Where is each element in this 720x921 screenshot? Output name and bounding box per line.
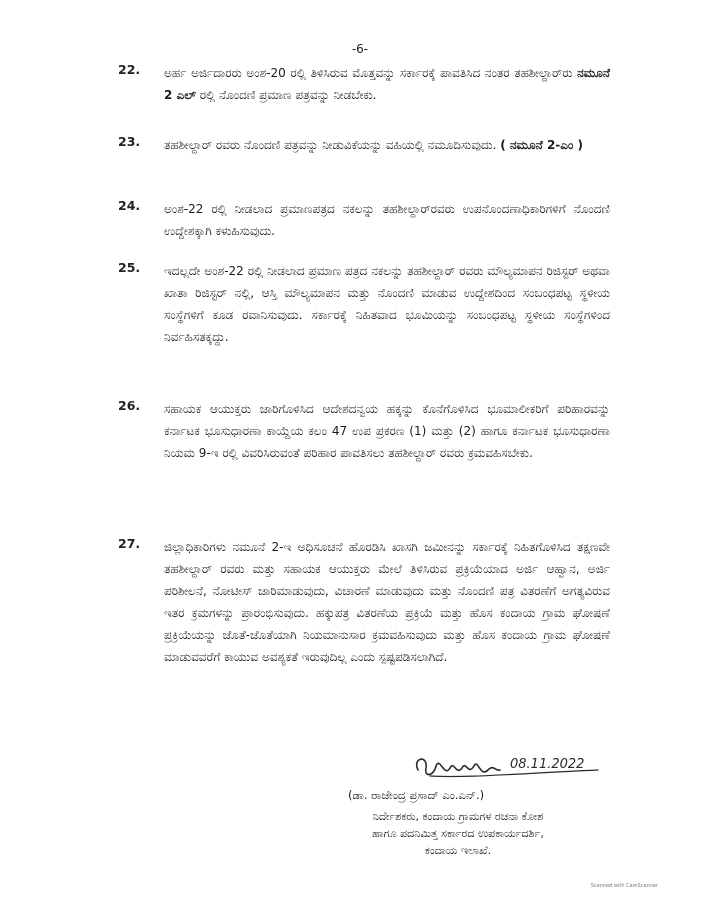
clause-22 xyxy=(118,62,608,132)
clause-number: 25. xyxy=(118,260,141,275)
clause-24 xyxy=(118,198,608,246)
signature-date: 08.11.2022 xyxy=(510,757,585,772)
clause-27 xyxy=(118,536,608,746)
clause-number: 23. xyxy=(118,134,141,149)
clause-text: ಅರ್ಹ ಅರ್ಜಿದಾರರು ಅಂಶ-20 ರಲ್ಲಿ ತಿಳಿಸಿರುವ ಮೊತ್ತವನ್ನು ಸರ್ಕಾರಕ್ಕೆ ಪಾವತಿಸಿದ ನಂತರ ತಹಶೀಲ್ದಾರ್‌ರು ನಮೂನೆ 2 ಎಲ್ ರಲ್ಲಿ ನೊಂದಣಿ ಪ್ರಮಾಣ ಪತ್ರವನ್ನು ನೀಡಬೇಕು. xyxy=(164,66,610,102)
clause-text: ಇದಲ್ಲದೇ ಅಂಶ-22 ರಲ್ಲಿ ನೀಡಲಾದ ಪ್ರಮಾಣ ಪತ್ರದ ನಕಲನ್ನು ತಹಶೀಲ್ದಾರ್ ರವರು ಮೌಲ್ಯಮಾಪನ ರಿಜಿಸ್ಟರ್ ಅಥವಾ ಖಾತಾ ರಿಜಿಸ್ಟರ್ ನಲ್ಲಿ, ಆಸ್ತಿ ಮೌಲ್ಯಮಾಪನ ಮತ್ತು ನೊಂದಣಿ ಮಾಡುವ ಉದ್ದೇಶದಿಂದ ಸಂಬಂಧಪಟ್ಟ ಸ್ಥಳೀಯ ಸಂಸ್ಥೆಗಳಿಗೆ ಕೂಡ ರವಾನಿಸುವುದು. ಸರ್ಕಾರಕ್ಕೆ ನಿಹಿತವಾದ ಭೂಮಿಯನ್ನು ಸಂಬಂಧಪಟ್ಟ ಸ್ಥಳೀಯ ಸಂಸ್ಥೆಗಳಿಂದ ನಿರ್ವಹಿಸತಕ್ಕದ್ದು. xyxy=(164,264,610,344)
clause-number: 24. xyxy=(118,198,141,213)
signature-block xyxy=(300,748,620,858)
signatory-designation-1: ನಿರ್ದೇಶಕರು, ಕಂದಾಯ ಗ್ರಾಮಗಳ ರಚನಾ ಕೋಶ xyxy=(372,810,544,823)
form-reference: ನಮೂನೆ 2 ಎಲ್ xyxy=(164,66,610,102)
clause-number: 22. xyxy=(118,62,141,77)
handwritten-signature xyxy=(410,748,610,788)
clause-text: ತಹಶೀಲ್ದಾರ್ ರವರು ನೊಂದಣಿ ಪತ್ರವನ್ನು ನೀಡುವಿಕೆಯನ್ನು ವಹಿಯಲ್ಲಿ ನಮೂದಿಸುವುದು. ( ನಮೂನೆ 2-ಎಂ ) xyxy=(164,138,583,152)
clause-26 xyxy=(118,398,608,518)
clause-text: ಜಿಲ್ಲಾಧಿಕಾರಿಗಳು ನಮೂನೆ 2-ಇ ಅಧಿಸೂಚನೆ ಹೊರಡಿಸಿ ಖಾಸಗಿ ಜಮೀನನ್ನು ಸರ್ಕಾರಕ್ಕೆ ನಿಹಿತಗೊಳಿಸಿದ ತಕ್ಷಣವೇ ತಹಶೀಲ್ದಾರ್ ರವರು ಮತ್ತು ಸಹಾಯಕ ಆಯುಕ್ತರು ಮೇಲೆ ತಿಳಿಸಿರುವ ಪ್ರಕ್ರಿಯೆಯಾದ ಅರ್ಜಿ ಆಹ್ವಾನ, ಅರ್ಜಿ ಪರಿಶೀಲನೆ, ನೋಟೀಸ್ ಜಾರಿಮಾಡುವುದು, ವಿಚಾರಣೆ ಮಾಡುವುದು ಮತ್ತು ನೊಂದಣಿ ಪತ್ರ ವಿತರಣೆಗೆ ಅಗತ್ಯವಿರುವ ಇತರ ಕ್ರಮಗಳನ್ನು ಪ್ರಾರಂಭಿಸುವುದು. ಹಕ್ಕುಪತ್ರ ವಿತರಣೆಯ ಪ್ರಕ್ರಿಯೆ ಮತ್ತು ಹೊಸ ಕಂದಾಯ ಗ್ರಾಮ ಘೋಷಣೆ ಪ್ರಕ್ರಿಯೆಯನ್ನು ಜೊತೆ-ಜೊತೆಯಾಗಿ ನಿಯಮಾನುಸಾರ ಕ್ರಮವಹಿಸುವುದು ಮತ್ತು ಹೊಸ ಕಂದಾಯ ಗ್ರಾಮ ಘೋಷಣೆ ಮಾಡುವವರೆಗೆ ಕಾಯುವ ಅವಶ್ಯಕತೆ ಇರುವುದಿಲ್ಲ ಎಂದು ಸ್ಪಷ್ಟಪಡಿಸಲಾಗಿದೆ. xyxy=(164,540,610,664)
clause-25 xyxy=(118,260,608,375)
signatory-designation-2: ಹಾಗೂ ಪದನಿಮಿತ್ತ ಸರ್ಕಾರದ ಉಪಕಾರ್ಯದರ್ಶಿ, xyxy=(372,827,544,840)
form-reference: ( ನಮೂನೆ 2-ಎಂ ) xyxy=(500,138,583,152)
clause-number: 26. xyxy=(118,398,141,413)
clause-text: ಸಹಾಯಕ ಆಯುಕ್ತರು ಜಾರಿಗೊಳಿಸಿದ ಆದೇಶದನ್ವಯ ಹಕ್ಕನ್ನು ಕೊನೆಗೊಳಿಸಿದ ಭೂಮಾಲೀಕರಿಗೆ ಪರಿಹಾರವನ್ನು ಕರ್ನಾಟಕ ಭೂಸುಧಾರಣಾ ಕಾಯ್ದೆಯ ಕಲಂ 47 ಉಪ ಪ್ರಕರಣ (1) ಮತ್ತು (2) ಹಾಗೂ ಕರ್ನಾಟಕ ಭೂಸುಧಾರಣಾ ನಿಯಮ 9-ಇ ರಲ್ಲಿ ವಿವರಿಸಿರುವಂತೆ ಪರಿಹಾರ ಪಾವತಿಸಲು ತಹಶೀಲ್ದಾರ್ ರವರು ಕ್ರಮವಹಿಸಬೇಕು. xyxy=(164,402,610,460)
scanner-watermark: Scanned with CamScanner xyxy=(590,883,658,889)
page-number: -6- xyxy=(351,42,369,56)
clause-23 xyxy=(118,134,608,182)
clause-text: ಅಂಶ-22 ರಲ್ಲಿ ನೀಡಲಾದ ಪ್ರಮಾಣಪತ್ರದ ನಕಲನ್ನು ತಹಶೀಲ್ದಾರ್‌ರವರು ಉಪನೊಂದಣಾಧಿಕಾರಿಗಳಿಗೆ ನೊಂದಣಿ ಉದ್ದೇಶಕ್ಕಾಗಿ ಕಳುಹಿಸುವುದು. xyxy=(164,202,610,238)
clause-number: 27. xyxy=(118,536,141,551)
signatory-name: (ಡಾ. ರಾಜೇಂದ್ರ ಪ್ರಸಾದ್ ಎಂ.ಎನ್.) xyxy=(348,788,485,802)
signatory-department: ಕಂದಾಯ ಇಲಾಖೆ. xyxy=(424,844,492,857)
